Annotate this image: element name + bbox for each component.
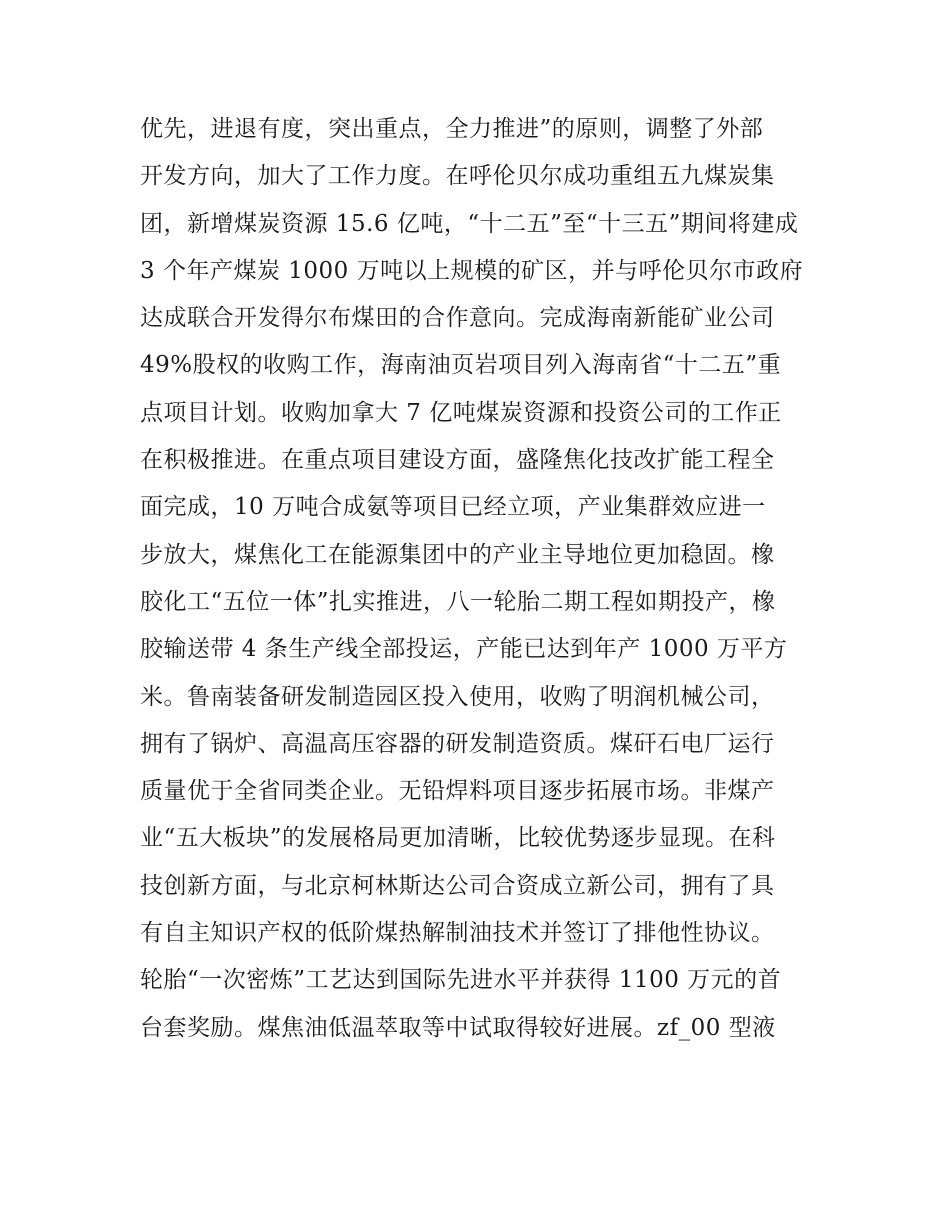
text-line-1: 优先，进退有度，突出重点，全力推进”的原则，调整了外部 xyxy=(140,116,764,142)
text-line-17: 技创新方面，与北京柯林斯达公司合资成立新公司，拥有了具 xyxy=(140,872,775,899)
text-line-18: 有自主知识产权的低阶煤热解制油技术并签订了排他性协议。 xyxy=(140,920,775,947)
text-line-5: 达成联合开发得尔布煤田的合作意向。完成海南新能矿业公司 xyxy=(140,305,775,332)
text-line-12: 胶输送带 4 条生产线全部投运，产能已达到年产 1000 万平方 xyxy=(140,636,788,663)
text-line-3: 团，新增煤炭资源 15.6 亿吨，“十二五”至“十三五”期间将建成 xyxy=(140,210,799,237)
text-line-2: 开发方向，加大了工作力度。在呼伦贝尔成功重组五九煤炭集 xyxy=(140,163,775,190)
text-line-15: 质量优于全省同类企业。无铅焊料项目逐步拓展市场。非煤产 xyxy=(140,778,775,805)
text-line-16: 业“五大板块”的发展格局更加清晰，比较优势逐步显现。在科 xyxy=(140,825,776,852)
text-line-11: 胶化工“五位一体”扎实推进，八一轮胎二期工程如期投产，橡 xyxy=(140,588,776,615)
text-line-6: 49%股权的收购工作，海南油页岩项目列入海南省“十二五”重 xyxy=(140,352,782,379)
text-line-14: 拥有了锅炉、高温高压容器的研发制造资质。煤矸石电厂运行 xyxy=(140,730,775,757)
text-line-10: 步放大，煤焦化工在能源集团中的产业主导地位更加稳固。橡 xyxy=(140,541,775,568)
text-line-9: 面完成，10 万吨合成氨等项目已经立项，产业集群效应进一 xyxy=(140,494,766,521)
text-line-13: 米。鲁南装备研发制造园区投入使用，收购了明润机械公司， xyxy=(140,683,775,710)
text-line-19: 轮胎“一次密炼”工艺达到国际先进水平并获得 1100 万元的首 xyxy=(140,967,782,994)
text-line-20: 台套奖励。煤焦油低温萃取等中试取得较好进展。zf_00 型液 xyxy=(140,1014,776,1041)
body-text xyxy=(140,106,820,1052)
text-line-4: 3 个年产煤炭 1000 万吨以上规模的矿区，并与呼伦贝尔市政府 xyxy=(140,257,804,284)
text-line-7: 点项目计划。收购加拿大 7 亿吨煤炭资源和投资公司的工作正 xyxy=(140,399,782,426)
text-line-8: 在积极推进。在重点项目建设方面，盛隆焦化技改扩能工程全 xyxy=(140,447,775,474)
